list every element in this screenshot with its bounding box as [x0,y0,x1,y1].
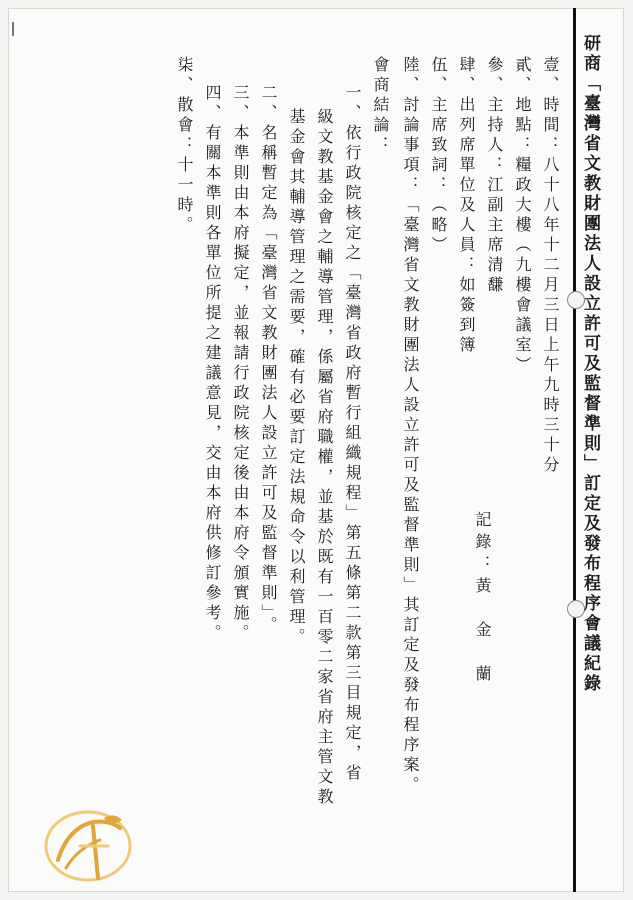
conclusion-item-2: 二、名稱暫定為「臺灣省文教財團法人設立許可及監督準則」。 [259,84,278,636]
item-opening-remarks: 伍、主席致詞：（略） [429,56,448,256]
conclusion-item-4: 四、有關本準則各單位所提之建議意見，交由本府供修訂參考。 [203,84,222,644]
item-discussion: 陸、討論事項：「臺灣省文教財團法人設立許可及監督準則」其訂定及發布程序案。 [401,56,420,796]
item-attendees: 肆、出列席單位及人員：如簽到簿 [457,56,476,356]
closing-item: 柒、散會：十一時。 [175,56,194,236]
conclusion-item-1-cont: 級文教基金會之輔導管理，係屬省府職權，並基於既有一百零二家省府主管文教 [315,108,334,808]
archive-seal-logo-icon [38,798,138,888]
document-title: 研商「臺灣省文教財團法人設立許可及監督準則」訂定及發布程序會議紀錄 [580,34,600,694]
conclusion-heading: 會商結論： [371,56,390,156]
item-time: 壹、時間：八十八年十二月三日上午九時三十分 [541,56,560,476]
scan-mark [12,22,14,36]
document-page [8,8,624,892]
binding-line [573,8,576,892]
item-chair: 參、主持人：江副主席清馦 [485,56,504,296]
item-location: 貳、地點：糧政大樓（九樓會議室） [513,56,532,376]
conclusion-item-1-cont: 基金會其輔導管理之需要，確有必要訂定法規命令以利管理。 [287,108,306,648]
conclusion-item-3: 三、本準則由本府擬定，並報請行政院核定後由本府令頒實施。 [231,84,250,644]
recorder-name: 記錄：黃 金 蘭 [473,511,492,687]
conclusion-item-1: 一、依行政院核定之「臺灣省政府暫行組織規程」第五條第二款第三目規定，省 [343,84,362,784]
